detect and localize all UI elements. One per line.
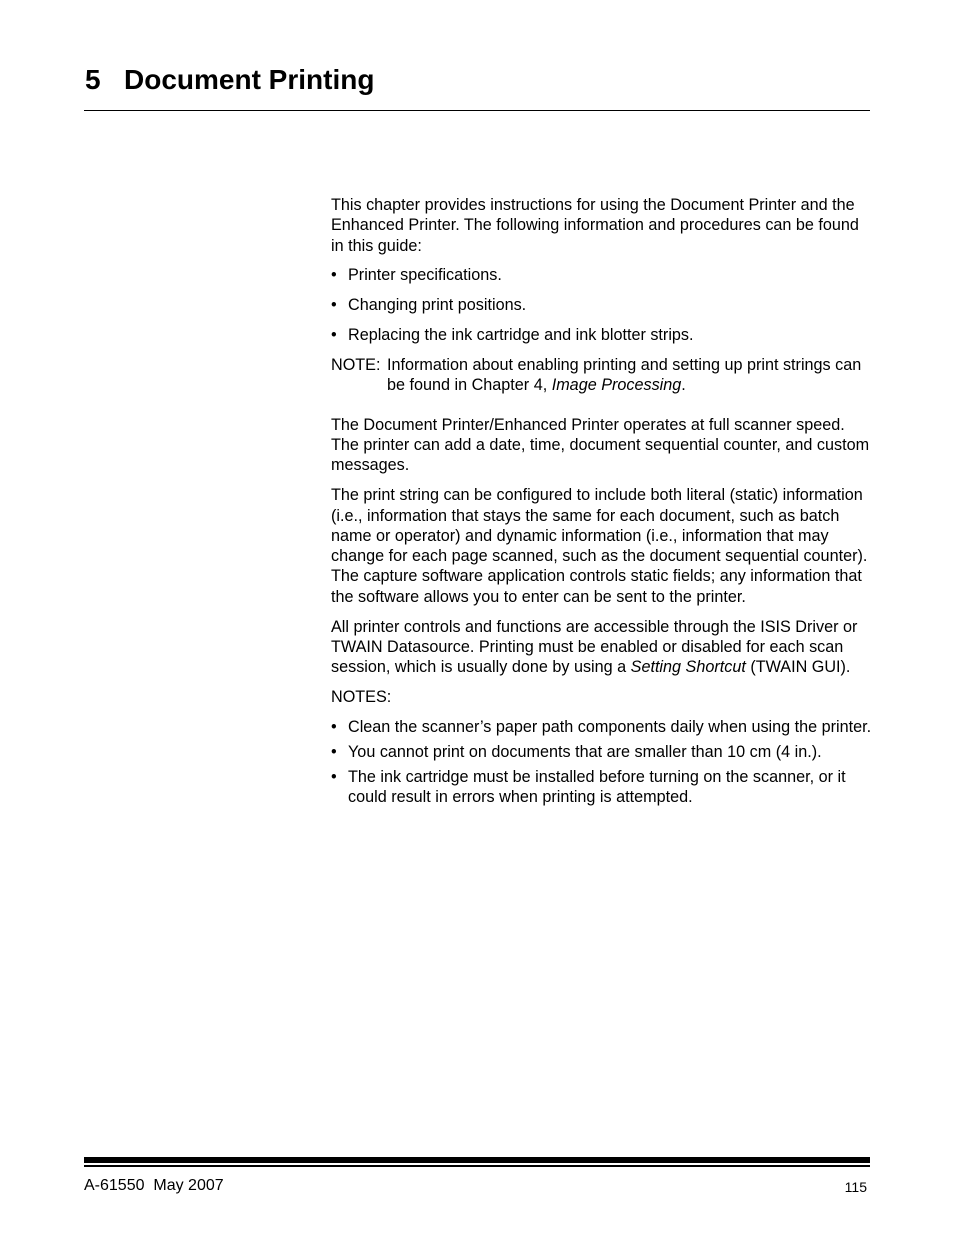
- chapter-title-text: Document Printing: [124, 64, 375, 95]
- list-item: • Changing print positions.: [331, 296, 527, 315]
- bullet-icon: •: [331, 717, 337, 736]
- setting-shortcut-term: Setting Shortcut: [630, 658, 746, 677]
- list-item: • Clean the scanner’s paper path components daily when using the printer.: [331, 717, 872, 736]
- list-item: • The ink cartridge must be installed before turning on the scanner, or it could result in errors when printing is attempted.: [331, 767, 846, 807]
- footer-rule-thin: [84, 1165, 870, 1167]
- bullet-icon: •: [331, 326, 337, 345]
- note-label: NOTE:: [331, 356, 381, 375]
- list-item: • Printer specifications.: [331, 266, 502, 285]
- chapter-number: 5: [85, 64, 101, 95]
- bullet-icon: •: [331, 266, 337, 285]
- title-rule: [84, 110, 870, 111]
- bullet-icon: •: [331, 767, 337, 786]
- notes-list: [331, 717, 876, 807]
- printer-controls-paragraph: All printer controls and functions are accessible through the ISIS Driver or TWAIN Datasource. Printing must be enabled or disabled for each scan session, which is usually done by using a Setting Shortcut (TWAIN GUI).: [331, 617, 858, 677]
- note-text: Information about enabling printing and setting up print strings can be found in Chapter 4, Image Processing.: [387, 356, 862, 395]
- bullet-icon: •: [331, 296, 337, 315]
- page-number: 115: [844, 1179, 867, 1195]
- list-item: • You cannot print on documents that are smaller than 10 cm (4 in.).: [331, 742, 822, 761]
- print-string-paragraph: The print string can be configured to include both literal (static) information (i.e., information that stays the same for each document, such as batch name or operator) and dynamic information (i.e., information that may change for each page scanned, such as the document sequential counter). The capture software application controls static fields; any information that the software allows you to enter can be sent to the printer.: [331, 486, 868, 606]
- footer-rule-thick: [84, 1157, 870, 1163]
- intro-paragraph: This chapter provides instructions for using the Document Printer and the Enhanced Printer. The following information and procedures can be found in this guide:: [331, 196, 859, 255]
- notes-label: NOTES:: [331, 688, 392, 707]
- list-item: • Replacing the ink cartridge and ink blotter strips.: [331, 326, 694, 345]
- bullet-icon: •: [331, 742, 337, 761]
- footer-document-id: A-61550 May 2007: [84, 1177, 224, 1194]
- chapter-reference: Image Processing: [551, 376, 682, 395]
- guide-topics-list: [331, 265, 876, 345]
- note: [331, 355, 876, 396]
- chapter-title: [85, 62, 374, 98]
- chapter-content: [331, 195, 876, 817]
- printer-overview-paragraph: The Document Printer/Enhanced Printer operates at full scanner speed. The printer can add a date, time, document sequential counter, and custom messages.: [331, 415, 870, 475]
